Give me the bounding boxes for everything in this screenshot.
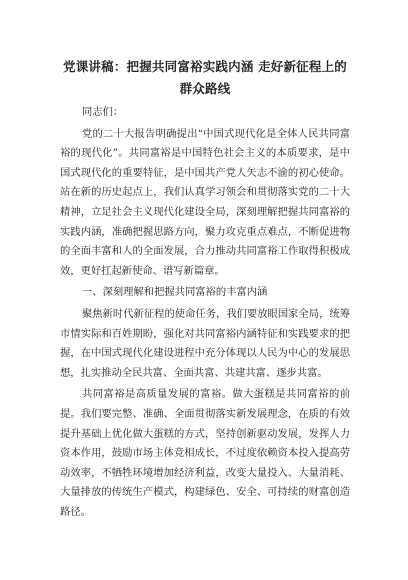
document-page [60, 56, 350, 524]
salutation: 同志们： [82, 106, 124, 118]
paragraph-section-1: 聚焦新时代新征程的使命任务，我们要放眼国家全局，统筹市情实际和百姓期盼，强化对共同富裕内涵特征和实践要求的把握，在中国式现代化建设进程中充分体现以人民为中心的发展思想，扎实推动全民共富、全面共富、共建共富、逐步共富。 [60, 307, 350, 379]
paragraph-intro: 党的二十大报告明确提出“中国式现代化是全体人民共同富裕的现代化”。共同富裕是中国特色社会主义的本质要求，是中国式现代化的重要特征，是中国共产党人矢志不渝的初心使命。站在新的历史起点上，我们认真学习领会和贯彻落实党的二十大精神，立足社会主义现代化建设全局，深刻理解把握共同富裕的实践内涵，准确把握思路方向，聚力攻克重点难点，不断促进物的全面丰富和人的全面发展，合力推动共同富裕工作取得积极成效，更好扛起新使命、谱写新篇章。 [60, 127, 350, 277]
paragraph-section-2: 共同富裕是高质量发展的富裕。做大蛋糕是共同富裕的前提。我们要完整、准确、全面贯彻落实新发展理念，在质的有效提升基础上优化做大蛋糕的方式，坚持创新驱动发展，发挥人力资本作用，鼓励市场主体竞相成长，不过度依赖资本投入提高劳动效率，不牺牲环境增加经济利益，改变大量投入、大量消耗、大量排放的传统生产模式，构建绿色、安全、可持续的财富创造路径。 [60, 388, 350, 518]
section-heading-1: 一、深刻理解和把握共同富裕的丰富内涵 [82, 286, 268, 299]
document-title: 党课讲稿：把握共同富裕实践内涵 走好新征程上的群众路线 [63, 59, 347, 96]
